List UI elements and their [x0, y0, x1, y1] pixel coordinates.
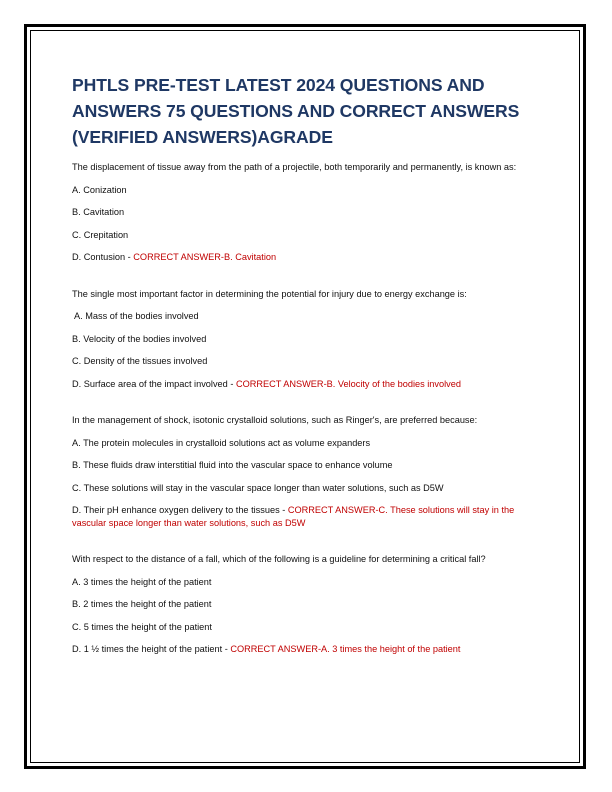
correct-answer: CORRECT ANSWER-B. Cavitation [133, 252, 277, 262]
correct-answer: CORRECT ANSWER-B. Velocity of the bodies involved [235, 378, 461, 389]
question-stem: The single most important factor in determining the potential for injury due to energy exchange is: [72, 288, 467, 299]
option-a: A. The protein molecules in crystalloid solutions act as volume expanders [72, 437, 371, 448]
option-c: C. 5 times the height of the patient [72, 621, 212, 632]
document-content [72, 72, 542, 680]
question-stem: With respect to the distance of a fall, which of the following is a guideline for determining a critical fall? [72, 554, 486, 564]
option-c: C. Density of the tissues involved [72, 356, 208, 366]
option-c: C. Crepitation [72, 229, 129, 240]
correct-answer: CORRECT ANSWER-C. These solutions will stay in the vascular space longer than water solutions, such as D5W [72, 505, 515, 528]
option-d-text: D. 1 ½ times the height of the patient [72, 644, 223, 654]
question-4 [72, 553, 542, 656]
option-d [72, 251, 542, 264]
option-b: B. 2 times the height of the patient [72, 599, 212, 609]
option-a: A. Conization [72, 184, 127, 195]
option-b: B. These fluids draw interstitial fluid into the vascular space to enhance volume [72, 460, 393, 470]
correct-answer: CORRECT ANSWER-A. 3 times the height of the patient [230, 644, 461, 654]
option-d-text: D. Their pH enhance oxygen delivery to the tissues [72, 505, 280, 515]
question-2 [72, 288, 542, 391]
option-a: A. 3 times the height of the patient [72, 576, 212, 587]
option-d [72, 378, 542, 391]
question-3 [72, 414, 542, 529]
option-a: A. Mass of the bodies involved [72, 311, 199, 321]
question-stem: In the management of shock, isotonic crystalloid solutions, such as Ringer's, are preferred because: [72, 415, 478, 425]
answer-separator: - [279, 505, 288, 515]
question-1 [72, 161, 542, 264]
option-d [72, 643, 542, 656]
answer-separator: - [222, 644, 231, 654]
answer-separator: - [227, 378, 236, 389]
option-b: B. Cavitation [72, 207, 125, 217]
answer-separator: - [125, 252, 134, 262]
option-d [72, 504, 542, 529]
document-title: PHTLS PRE-TEST LATEST 2024 QUESTIONS AND ANSWERS 75 QUESTIONS AND CORRECT ANSWERS (VERIFIED ANSWERS)AGRADE [72, 75, 520, 147]
option-d-text: D. Surface area of the impact involved [72, 378, 228, 389]
option-c: C. These solutions will stay in the vascular space longer than water solutions, such as D5W [72, 482, 444, 493]
question-stem: The displacement of tissue away from the path of a projectile, both temporarily and permanently, is known as: [72, 162, 517, 172]
option-d-text: D. Contusion [72, 252, 126, 262]
option-b: B. Velocity of the bodies involved [72, 333, 207, 344]
